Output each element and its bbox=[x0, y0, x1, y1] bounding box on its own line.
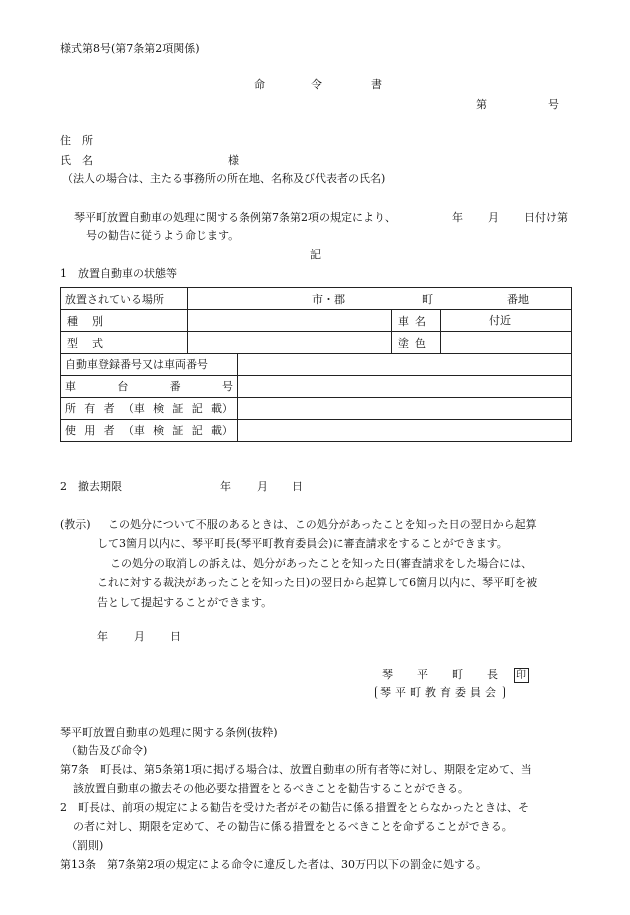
car-name-label: 車 名 bbox=[392, 310, 441, 332]
heading-bassoku: （罰則) bbox=[66, 839, 104, 852]
corp-note: （法人の場合は、主たる事務所の所在地、名称及び代表者の氏名) bbox=[62, 172, 386, 185]
article-7-1a: 第7条 町長は、第5条第1項に掲げる場合は、放置自動車の所有者等に対し、期限を定めて、当 bbox=[60, 763, 532, 776]
kyouji-1b: して3箇月以内に、琴平町長(琴平町教育委員会)に審査請求をすることができます。 bbox=[97, 537, 508, 550]
paint-label: 塗 色 bbox=[392, 332, 441, 354]
loc-fukin: 付近 bbox=[489, 314, 511, 327]
body-line-2: 号の勧告に従うよう命じます。 bbox=[86, 229, 240, 242]
chassis-row bbox=[61, 376, 572, 398]
type-value bbox=[188, 310, 392, 332]
issuer-board: 琴平町教育委員会 bbox=[375, 684, 505, 700]
reg-label: 自動車登録番号又は車両番号 bbox=[61, 354, 238, 375]
doc-number-suffix: 号 bbox=[548, 98, 559, 111]
date-month: 月 bbox=[488, 211, 499, 224]
article-7-2a: 2 町長は、前項の規定による勧告を受けた者がその勧告に係る措置をとらなかったときは、そ bbox=[60, 801, 529, 814]
deadline-day: 日 bbox=[292, 480, 303, 493]
ki-marker: 記 bbox=[310, 248, 321, 261]
vehicle-state-table bbox=[60, 287, 572, 442]
owner-label: 所 有 者 （車 検 証 記 載） bbox=[61, 398, 238, 419]
name-label: 氏 名 bbox=[60, 154, 93, 167]
title-char-3: 書 bbox=[371, 78, 382, 91]
article-7-1b: 該放置自動車の撤去その他必要な措置をとるべきことを勧告することができる。 bbox=[73, 782, 469, 795]
loc-banchi: 番地 bbox=[507, 293, 529, 306]
kyouji-2a: この処分の取消しの訴えは、処分があったことを知った日(審査請求をした場合には、 bbox=[110, 557, 533, 570]
chassis-value bbox=[238, 376, 571, 397]
doc-number-prefix: 第 bbox=[476, 98, 487, 111]
type-label: 種 別 bbox=[61, 310, 188, 332]
user-label: 使 用 者 （車 検 証 記 載） bbox=[61, 420, 238, 441]
article-13: 第13条 第7条第2項の規定による命令に違反した者は、30万円以下の罰金に処する。 bbox=[60, 858, 487, 871]
issue-day: 日 bbox=[170, 630, 181, 643]
location-label: 放置されている場所 bbox=[61, 288, 188, 310]
seal-stamp: 印 bbox=[514, 668, 529, 683]
section-1-heading: 1 放置自動車の状態等 bbox=[60, 267, 177, 280]
excerpt-title: 琴平町放置自動車の処理に関する条例(抜粋) bbox=[60, 726, 278, 739]
deadline-month: 月 bbox=[257, 480, 268, 493]
issuer-mayor: 琴 平 町 長 印 bbox=[382, 666, 529, 683]
chassis-label: 車 台 番 号 bbox=[61, 376, 238, 397]
user-row bbox=[61, 420, 572, 442]
kyouji-2c: 告として提起することができます。 bbox=[97, 596, 273, 609]
model-value bbox=[188, 332, 392, 354]
user-value bbox=[238, 420, 571, 441]
reg-row bbox=[61, 354, 572, 376]
body-line-1: 琴平町放置自動車の処理に関する条例第7条第2項の規定により、 bbox=[74, 211, 396, 224]
loc-machi: 町 bbox=[422, 293, 433, 306]
address-label: 住 所 bbox=[60, 134, 93, 147]
model-label: 型 式 bbox=[61, 332, 188, 354]
date-suffix: 日付け第 bbox=[524, 211, 568, 224]
section-2-heading: 2 撤去期限 bbox=[60, 480, 122, 493]
kyouji-1a: この処分について不服のあるときは、この処分があったことを知った日の翌日から起算 bbox=[108, 518, 537, 531]
kyouji-2b: これに対する裁決があったことを知った日)の翌日から起算して6箇月以内に、琴平町を被 bbox=[97, 576, 538, 589]
title-char-1: 命 bbox=[254, 78, 265, 91]
reg-value bbox=[238, 354, 571, 375]
article-7-2b: の者に対し、期限を定めて、その勧告に係る措置をとるべきことを命ずることができる。 bbox=[73, 820, 513, 833]
issue-year: 年 bbox=[97, 630, 108, 643]
date-year: 年 bbox=[452, 211, 463, 224]
owner-value bbox=[238, 398, 571, 419]
loc-shigun: 市・郡 bbox=[312, 293, 345, 306]
kyouji-label: (教示) bbox=[60, 518, 91, 531]
owner-row bbox=[61, 398, 572, 420]
honorific: 様 bbox=[228, 154, 239, 167]
paint-value bbox=[441, 332, 572, 354]
form-number: 様式第8号(第7条第2項関係) bbox=[60, 42, 200, 55]
deadline-year: 年 bbox=[220, 480, 231, 493]
title-char-2: 令 bbox=[311, 78, 322, 91]
heading-kankoku: （勧告及び命令) bbox=[66, 744, 148, 757]
issue-month: 月 bbox=[134, 630, 145, 643]
